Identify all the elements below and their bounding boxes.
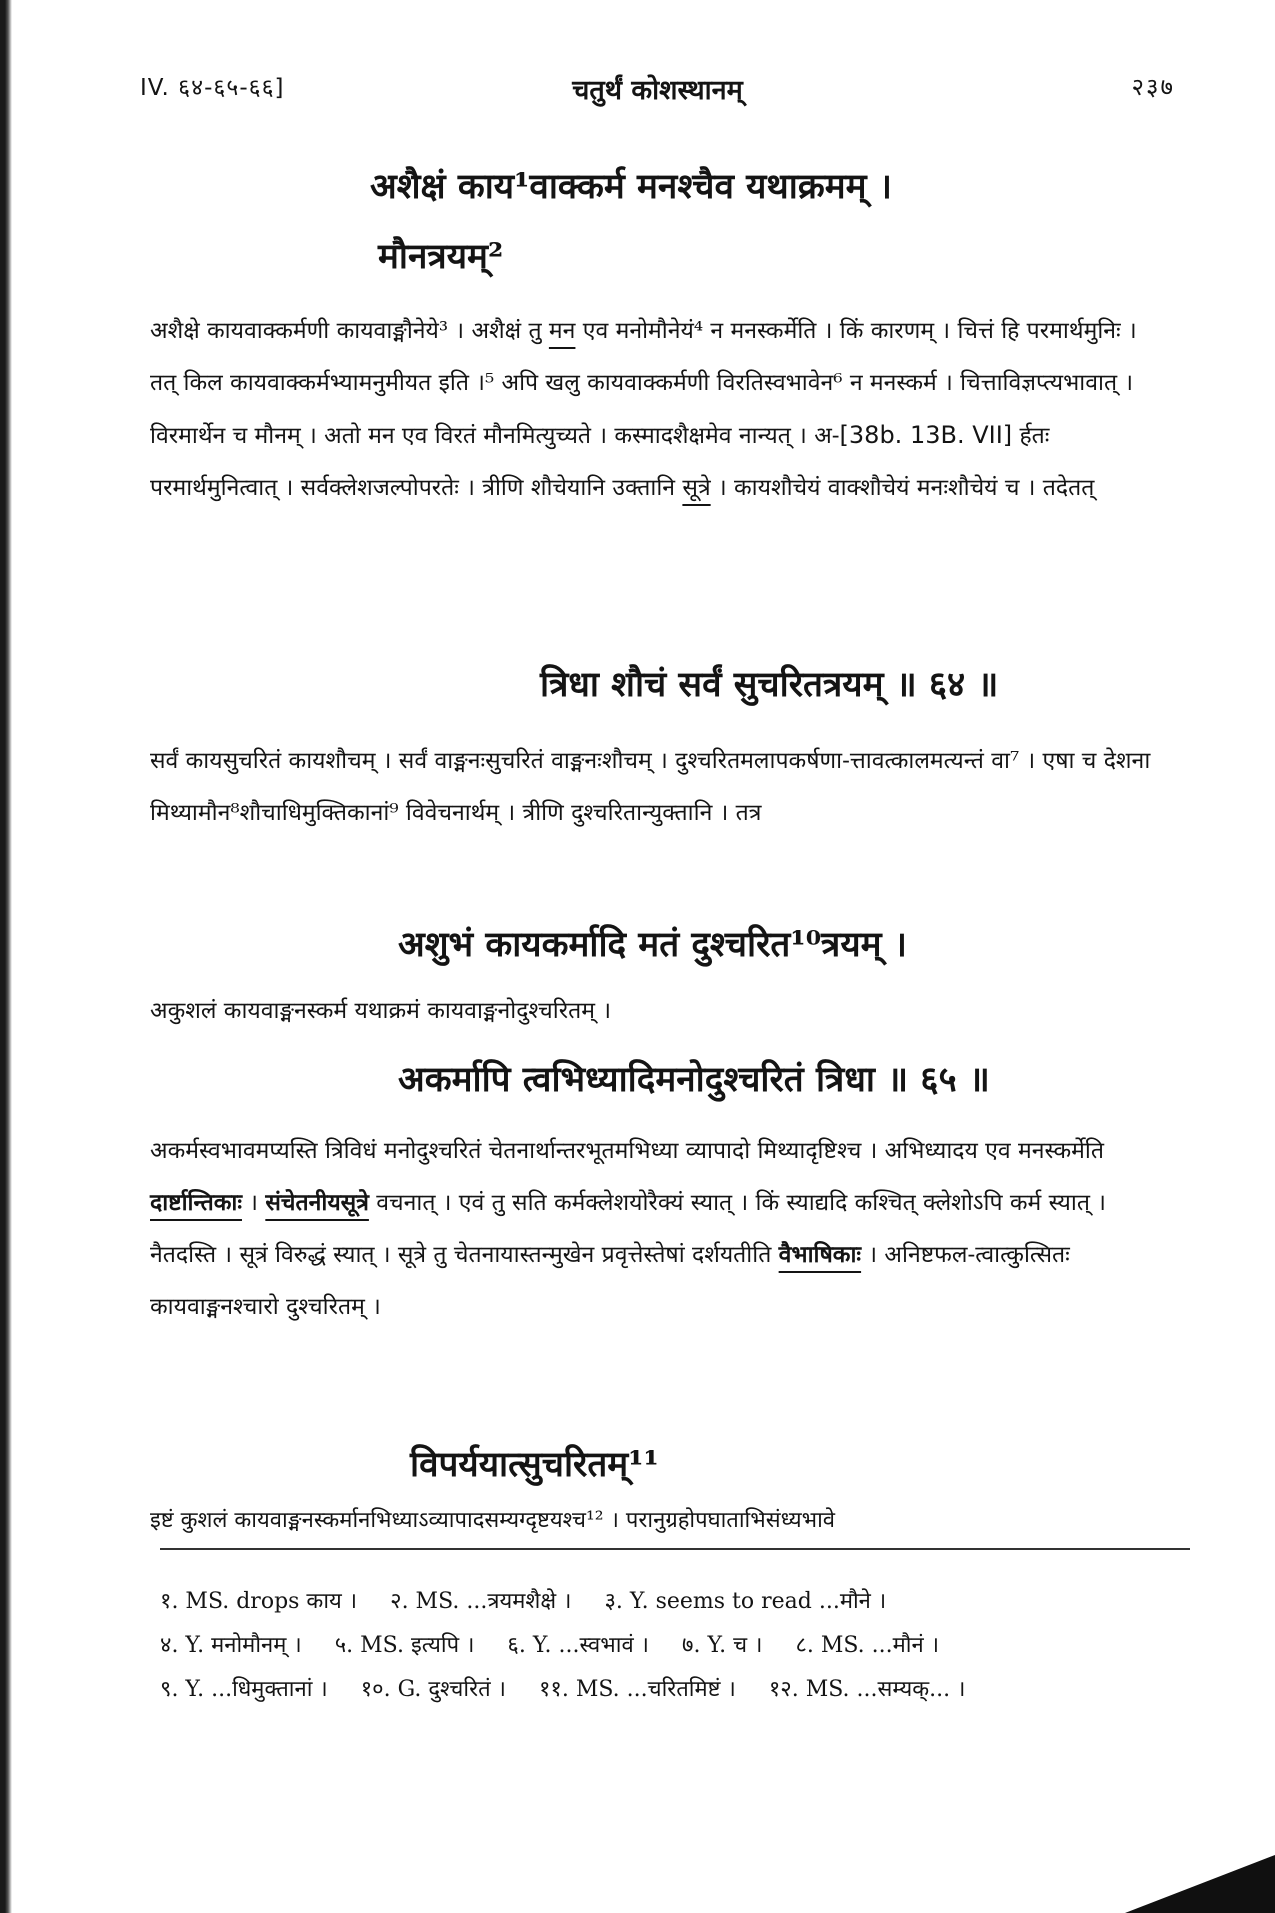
page-corner-shadow xyxy=(1125,1855,1275,1913)
para4-underlined-term-1: दार्ष्टान्तिकाः xyxy=(150,1189,242,1216)
para4-text-a: अकर्मस्वभावमप्यस्ति त्रिविधं मनोदुश्चरितं चेतनार्थान्तरभूतमभिध्या व्यापादो मिथ्यादृष्टिश्च । अभिध्यादय एव मनस्कर्मेति xyxy=(150,1138,1104,1164)
para4-text-d: । अनिष्टफल-त्वात्कुत्सितः कायवाङ्मनश्चारो दुश्चरितम् । xyxy=(150,1242,1070,1320)
footnote-row xyxy=(160,1580,1190,1624)
verse-kārikā-3: विपर्ययात्सुचरितम्¹¹ xyxy=(410,1444,659,1485)
header-section-ref: IV. ६४-६५-६६] xyxy=(140,75,285,101)
running-header xyxy=(140,70,1175,120)
footnote: ७. Y. च । xyxy=(682,1633,763,1658)
footnote: ६. Y. ...स्वभावं । xyxy=(507,1633,650,1658)
verse-kārikā-2: अशुभं कायकर्मादि मतं दुश्चरित¹⁰त्रयम् । xyxy=(398,924,908,965)
footnote: ५. MS. इत्यपि । xyxy=(334,1633,475,1658)
footnote: ९. Y. ...धिमुक्तानां । xyxy=(160,1677,328,1702)
footnote: ११. MS. ...चरितमिष्टं । xyxy=(538,1677,736,1702)
para1-text-a: अशैक्षे कायवाक्कर्मणी कायवाङ्मौनेये³ । अशैक्षं तु xyxy=(150,318,549,344)
commentary-paragraph-4 xyxy=(150,1125,1160,1333)
verse-kārikā-1: अशैक्षं काय¹वाक्कर्म मनश्चैव यथाक्रमम् । xyxy=(370,166,893,207)
footnote: २. MS. ...त्रयमशैक्षे । xyxy=(390,1589,572,1614)
verse-kārikā-64: त्रिधा शौचं सर्वं सुचरितत्रयम् ॥ ६४ ॥ xyxy=(540,664,999,705)
footnote: ३. Y. seems to read ...मौने । xyxy=(604,1589,887,1614)
footnote: ४. Y. मनोमौनम् । xyxy=(160,1633,302,1658)
footnote: १०. G. दुश्चरितं । xyxy=(360,1677,506,1702)
header-page-number: २३७ xyxy=(1131,73,1175,101)
footnote-separator xyxy=(160,1548,1190,1550)
footnote: १. MS. drops काय । xyxy=(160,1589,358,1614)
footnote: ८. MS. ...मौनं । xyxy=(795,1633,940,1658)
para1-underlined-term-2: सूत्रे xyxy=(682,475,711,501)
commentary-paragraph-5: इष्टं कुशलं कायवाङ्मनस्कर्मानभिध्याऽव्यापादसम्यग्दृष्टयश्च¹² । परानुग्रहोपघाताभिसंध्यभावे xyxy=(150,1508,835,1533)
manuscript-folio-reference: [38b. 13B. VII] xyxy=(839,421,1013,449)
para4-underlined-term-2: संचेतनीयसूत्रे xyxy=(265,1189,369,1216)
footnotes xyxy=(160,1580,1190,1712)
verse-kārikā-65: अकर्मापि त्वभिध्यादिमनोदुश्चरितं त्रिधा ॥ ६५ ॥ xyxy=(398,1059,990,1100)
footnote-row xyxy=(160,1668,1190,1712)
footnote-row xyxy=(160,1624,1190,1668)
commentary-paragraph-3: अकुशलं कायवाङ्मनस्कर्म यथाक्रमं कायवाङ्मनोदुश्चरितम् । xyxy=(150,998,612,1024)
para4-text-c: वचनात् । एवं तु सति कर्मक्लेशयोरैक्यं स्यात् । किं स्याद्यदि कश्चित् क्लेशोऽपि कर्म स्यात् । नैतदस्ति । सूत्रं विरुद्धं स्यात् । सूत्रे तु चेतनायास्तन्मुखेन प्रवृत्तेस्तेषां दर्शयतीति xyxy=(150,1190,1106,1268)
verse-kārikā-1-continuation: मौनत्रयम्² xyxy=(378,236,504,277)
commentary-paragraph-1 xyxy=(150,305,1160,514)
header-title: चतुर्थं कोशस्थानम् xyxy=(572,75,743,106)
para4-underlined-term-3: वैभाषिकाः xyxy=(778,1241,862,1268)
page-spine-shadow xyxy=(0,0,12,1913)
para1-text-d: । कायशौचेयं वाक्शौचेयं मनःशौचेयं च । तदेतत् xyxy=(710,475,1095,501)
para4-text-b: । xyxy=(241,1190,266,1216)
footnote: १२. MS. ...सम्यक्... । xyxy=(768,1677,966,1702)
para1-underlined-term-1: मन xyxy=(548,318,576,344)
commentary-paragraph-2: सर्वं कायसुचरितं कायशौचम् । सर्वं वाङ्मनःसुचरितं वाङ्मनःशौचम् । दुश्चरितमलापकर्षणा-त्तावत्कालमत्यन्तं वा⁷ । एषा च देशना मिथ्यामौन⁸शौचाधिमुक्तिकानां⁹ विवेचनार्थम् । त्रीणि दुश्चरितान्युक्तानि । तत्र xyxy=(150,748,1151,826)
para1-text-c: र्हतः परमार्थमुनित्वात् । सर्वक्लेशजल्पोपरतेः । त्रीणि शौचेयानि उक्तानि xyxy=(150,423,1050,501)
para1-text-b: एव मनोमौनेयं⁴ न मनस्कर्मेति । किं कारणम् । चित्तं हि परमार्थमुनिः । तत् किल कायवाक्कर्मभ्यामनुमीयत इति ।⁵ अपि खलु कायवाक्कर्मणी विरतिस्वभावेन⁶ न मनस्कर्म । चित्ताविज्ञप्त्यभावात् । विरमार्थेन च मौनम् । अतो मन एव विरतं मौनमित्युच्यते । कस्मादशैक्षमेव नान्यत् । अ- xyxy=(150,318,1137,449)
